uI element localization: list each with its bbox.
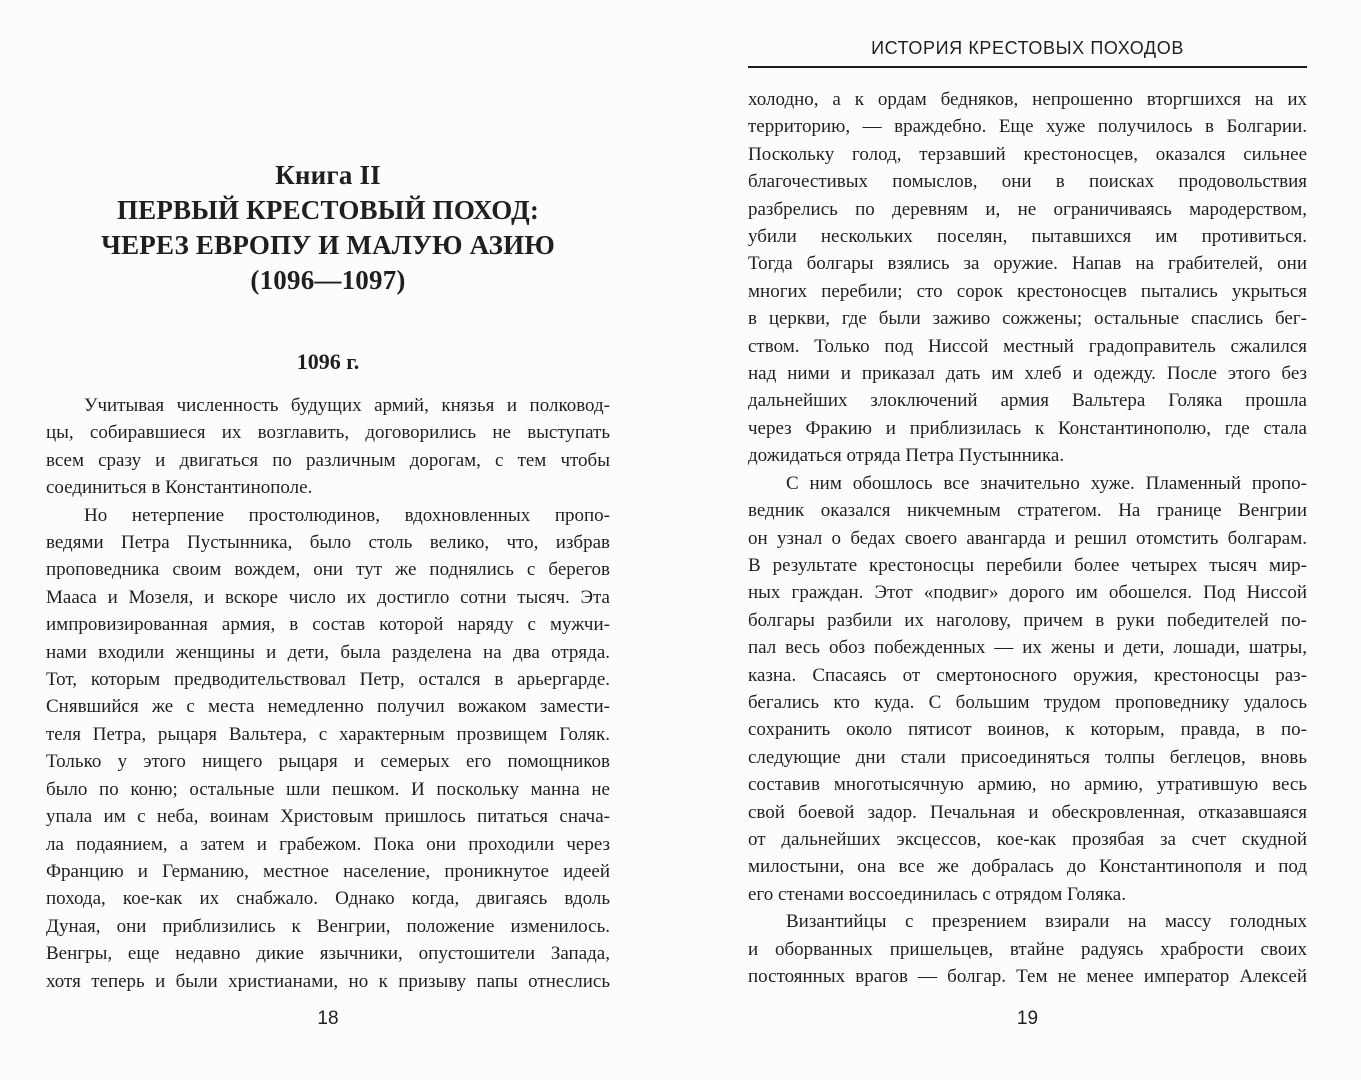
text-line: ла подаянием, а затем и грабежом. Пока они проходили через <box>46 833 610 855</box>
text-line: дожидаться отряда Петра Пустынника. <box>748 445 1065 467</box>
text-line: Но нетерпение простолюдинов, вдохновленных пропо- <box>84 504 610 526</box>
section-date-heading: 1096 г. <box>296 349 360 374</box>
text-line: было по коню; остальные шли пешком. И поскольку манна не <box>46 778 610 800</box>
chapter-heading-book-line: Книга II <box>275 160 381 190</box>
page-number-right: 19 <box>1016 1008 1039 1029</box>
text-line: ством. Только под Ниссой местный градоправитель сжалился <box>748 335 1307 357</box>
text-line: Тогда болгары взялись за оружие. Напав на грабителей, они <box>748 253 1307 275</box>
chapter-heading-years: (1096—1097) <box>250 265 406 295</box>
text-line: Дуная, они приблизились к Венгрии, положение изменилось. <box>46 915 610 937</box>
text-line: казна. Спасаясь от смертоносного оружия, крестоносцы раз- <box>748 664 1307 686</box>
text-line: дальнейших злоключений армия Вальтера Голяка прошла <box>748 390 1307 412</box>
text-line: разбрелись по деревням и, не ограничиваясь мародерством, <box>748 198 1307 220</box>
text-line: пал весь обоз побежденных — их жены и дети, лошади, шатры, <box>748 637 1307 659</box>
running-header: ИСТОРИЯ КРЕСТОВЫХ ПОХОДОВ <box>871 38 1184 58</box>
page-right <box>748 0 1307 1080</box>
text-line: многих перебили; сто сорок крестоносцев пытались укрыться <box>748 280 1307 302</box>
text-line: нами входили женщины и дети, была разделена на два отряда. <box>46 641 610 663</box>
text-line: ведник оказался никчемным стратегом. На границе Венгрии <box>748 500 1307 522</box>
text-line: от дальнейших эксцессов, кое-как прозябая за счет скудной <box>748 828 1307 850</box>
text-line: упала им с неба, воинам Христовым пришлось питаться снача- <box>46 806 610 828</box>
right-page-body <box>748 86 1307 990</box>
text-line: и оборванных пришельцев, втайне радуясь храбрости своих <box>748 938 1307 960</box>
text-line: С ним обошлось все значительно хуже. Пламенный пропо- <box>786 472 1307 494</box>
text-line: благочестивых помыслов, они в поисках продовольствия <box>748 171 1307 193</box>
text-line: его стенами воссоединилась с отрядом Голяка. <box>748 883 1126 905</box>
text-line: бегались кто куда. С большим трудом проповеднику удалось <box>748 691 1307 713</box>
chapter-heading-title-line-2: ЧЕРЕЗ ЕВРОПУ И МАЛУЮ АЗИЮ <box>101 230 555 260</box>
text-line: он узнал о бедах своего авангарда и решил отомстить болгарам. <box>748 527 1307 549</box>
text-line: холодно, а к ордам бедняков, непрошенно вторгшихся на их <box>748 89 1307 110</box>
text-line: проповедника своим вождем, они тут же поднялись с берегов <box>46 559 610 581</box>
text-line: постоянных врагов — болгар. Тем не менее император Алексей <box>748 966 1307 987</box>
text-line: хотя теперь и были христианами, но к призыву папы отнеслись <box>46 970 610 992</box>
text-line: цы, собиравшиеся их возглавить, договорились не выступать <box>46 422 610 444</box>
page-left <box>46 0 610 1080</box>
text-line: ведями Петра Пустынника, было столь велико, что, избрав <box>46 532 610 554</box>
text-line: в церкви, где были заживо сожжены; остальные спаслись бег- <box>748 308 1307 330</box>
text-line: Поскольку голод, терзавший крестоносцев, оказался сильнее <box>748 143 1307 165</box>
text-line: Снявшийся же с места немедленно получил вожаком замести- <box>46 696 610 718</box>
text-line: сохранить около пятисот воинов, к которым, правда, в по- <box>748 719 1307 741</box>
text-line: Тот, которым предводительствовал Петр, остался в арьергарде. <box>46 669 610 691</box>
text-line: теля Петра, рыцаря Вальтера, с характерным прозвищем Голяк. <box>46 723 610 745</box>
chapter-heading-title-line-1: ПЕРВЫЙ КРЕСТОВЫЙ ПОХОД: <box>116 195 540 225</box>
text-line: Мааса и Мозеля, и вскоре число их достигло сотни тысяч. Эта <box>46 586 610 608</box>
chapter-heading <box>46 158 610 298</box>
text-line: Учитывая численность будущих армий, князья и полковод- <box>84 395 610 416</box>
page-number-left: 18 <box>317 1008 339 1029</box>
text-line: всем сразу и двигаться по различным дорогам, с тем чтобы <box>46 449 610 471</box>
text-line: Венгры, еще недавно дикие язычники, опустошители Запада, <box>46 943 610 965</box>
text-line: ных граждан. Этот «подвиг» дорого им обошелся. Под Ниссой <box>748 582 1307 604</box>
text-line: территорию, — враждебно. Еще хуже получилось в Болгарии. <box>748 116 1307 138</box>
text-line: импровизированная армия, в состав которой наряду с мужчи- <box>46 614 610 636</box>
text-line: болгары разбили их наголову, причем в руки победителей по- <box>748 609 1307 631</box>
text-line: составив многотысячную армию, но армию, утратившую весь <box>748 774 1307 796</box>
running-header-rule <box>748 66 1307 68</box>
text-line: через Фракию и приблизилась к Константинополю, где стала <box>748 417 1307 439</box>
text-line: В результате крестоносцы перебили более четырех тысяч мир- <box>748 554 1307 576</box>
text-line: соединиться в Константинополе. <box>46 477 313 499</box>
text-line: убили нескольких поселян, пытавшихся им противиться. <box>748 226 1307 248</box>
left-page-body <box>46 392 610 995</box>
text-line: следующие дни стали присоединяться толпы беглецов, вновь <box>748 746 1307 768</box>
text-line: похода, кое-как их снабжало. Однако когда, двигаясь вдоль <box>46 888 610 910</box>
text-line: милостыни, она все же добралась до Константинополя и под <box>748 856 1307 878</box>
text-line: свой боевой задор. Печальная и обескровленная, отказавшаяся <box>748 801 1307 823</box>
text-line: Византийцы с презрением взирали на массу голодных <box>786 911 1307 933</box>
text-line: Только у этого нищего рыцаря и семерых его помощников <box>46 751 610 773</box>
text-line: Францию и Германию, местное население, проникнутое идеей <box>46 860 610 882</box>
text-line: над ними и приказал дать им хлеб и одежду. После этого без <box>748 363 1307 385</box>
